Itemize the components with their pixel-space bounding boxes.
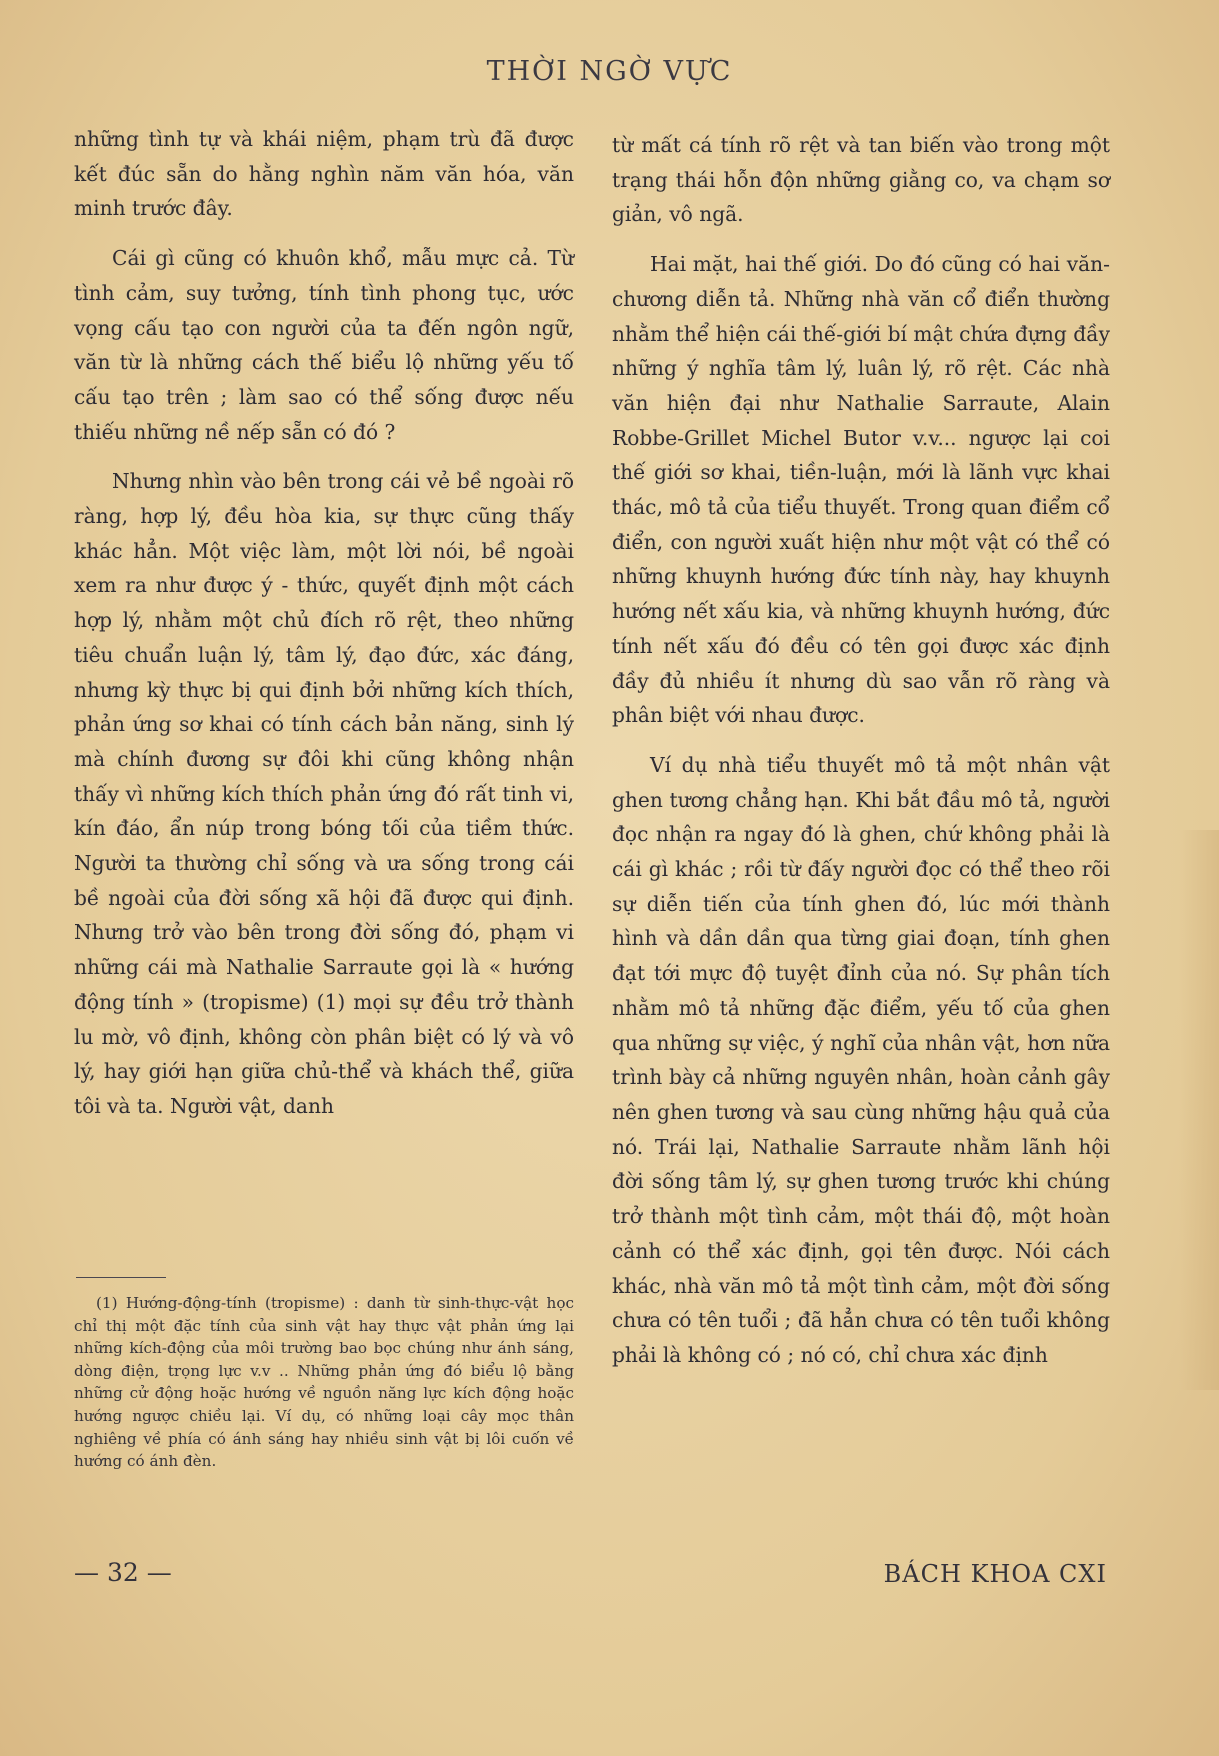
left-paragraph-2: Cái gì cũng có khuôn khổ, mẫu mực cả. Từ tình cảm, suy tưởng, tính tình phong tục, ước vọng cấu tạo con người của ta đến ngôn ngữ, văn từ là những cách thế biểu lộ những yếu tố cấu tạo trên ; làm sao có thể sống được nếu thiếu những nề nếp sẵn có đó ?: [74, 246, 574, 444]
torn-edge-shadow: [1179, 830, 1219, 1390]
right-paragraph-2: Hai mặt, hai thế giới. Do đó cũng có hai văn-chương diễn tả. Những nhà văn cổ điển thường nhằm thể hiện cái thế-giới bí mật chứa đựng đầy những ý nghĩa tâm lý, luân lý, rõ rệt. Các nhà văn hiện đại như Nathalie Sarraute, Alain Robbe-Grillet Michel Butor v.v... ngược lại coi thế giới sơ khai, tiền-luận, mới là lãnh vực khai thác, mô tả của tiểu thuyết. Trong quan điểm cổ điển, con người xuất hiện như một vật có thể có những khuynh hướng đức tính này, hay khuynh hướng nết xấu kia, và những khuynh hướng, đức tính nết xấu đó đều có tên gọi được xác định đầy đủ nhiều ít nhưng dù sao vẫn rõ ràng và phân biệt với nhau được.: [612, 252, 1110, 728]
page-number: — 32 —: [74, 1558, 172, 1587]
left-paragraph-1: những tình tự và khái niệm, phạm trù đã được kết đúc sẵn do hằng nghìn năm văn hóa, văn minh trước đây.: [74, 127, 574, 221]
left-paragraph-3: Nhưng nhìn vào bên trong cái vẻ bề ngoài rõ ràng, hợp lý, đều hòa kia, sự thực cũng thấy khác hẳn. Một việc làm, một lời nói, bề ngoài xem ra như được ý - thức, quyết định một cách hợp lý, nhằm một chủ đích rõ rệt, theo những tiêu chuẩn luận lý, tâm lý, đạo đức, xác đáng, nhưng kỳ thực bị qui định bởi những kích thích, phản ứng sơ khai có tính cách bản năng, sinh lý mà chính đương sự đôi khi cũng không nhận thấy vì những kích thích phản ứng đó rất tinh vi, kín đáo, ẩn núp trong bóng tối của tiềm thức. Người ta thường chỉ sống và ưa sống trong cái bề ngoài của đời sống xã hội đã được qui định. Nhưng trở vào bên trong đời sống đó, phạm vi những cái mà Nathalie Sarraute gọi là « hướng động tính » (tropisme) (1) mọi sự đều trở thành lu mờ, vô định, không còn phân biệt có lý và vô lý, hay giới hạn giữa chủ-thể và khách thể, giữa tôi và ta. Người vật, danh: [74, 469, 574, 1118]
footnote-rule: [76, 1277, 166, 1278]
journal-issue: BÁCH KHOA CXI: [883, 1560, 1107, 1588]
right-paragraph-3: Ví dụ nhà tiểu thuyết mô tả một nhân vật ghen tương chẳng hạn. Khi bắt đầu mô tả, người đọc nhận ra ngay đó là ghen, chứ không phải là cái gì khác ; rồi từ đấy người đọc có thể theo rõi sự diễn tiến của tính ghen đó, lúc mới thành hình và dần dần qua từng giai đoạn, tính ghen đạt tới mực độ tuyệt đỉnh của nó. Sự phân tích nhằm mô tả những đặc điểm, yếu tố của ghen qua những sự việc, ý nghĩ của nhân vật, hơn nữa trình bày cả những nguyên nhân, hoàn cảnh gây nên ghen tương và sau cùng những hậu quả của nó. Trái lại, Nathalie Sarraute nhằm lãnh hội đời sống tâm lý, sự ghen tương trước khi chúng trở thành một tình cảm, một thái độ, một hoàn cảnh có thể xác định, gọi tên được. Nói cách khác, nhà văn mô tả một tình cảm, một đời sống chưa có tên tuổi ; đã hẳn chưa có tên tuổi không phải là không có ; nó có, chỉ chưa xác định: [612, 752, 1110, 1367]
right-paragraph-1: từ mất cá tính rõ rệt và tan biến vào trong một trạng thái hỗn độn những giằng co, va chạm sơ giản, vô ngã.: [612, 133, 1110, 227]
running-title: THỜI NGỜ VỰC: [486, 56, 733, 87]
left-column: [74, 122, 574, 1124]
footnote: (1) Hướng-động-tính (tropisme) : danh từ sinh-thực-vật học chỉ thị một đặc tính của sinh vật hay thực vật phản ứng lại những kích-động của môi trường bao bọc chúng như ánh sáng, dòng điện, trọng lực v.v .. Những phản ứng đó biểu lộ bằng những cử động hoặc hướng về nguồn năng lực kích động hoặc hướng ngược chiều lại. Ví dụ, có những loại cây mọc thân nghiêng về phía có ánh sáng hay nhiều sinh vật bị lôi cuốn về hướng có ánh đèn.: [74, 1294, 574, 1471]
right-column: [612, 128, 1110, 1373]
